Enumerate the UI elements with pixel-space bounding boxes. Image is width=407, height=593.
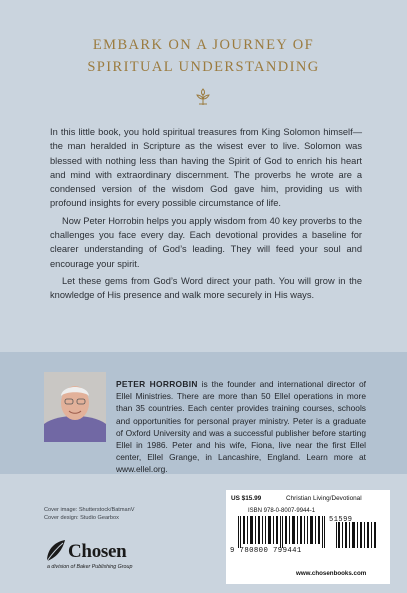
barcode-digits: 9 780800 799441 [230,547,302,555]
publisher-tagline: a division of Baker Publishing Group [47,564,133,570]
isbn: ISBN 978-0-8007-9944-1 [248,508,316,514]
description-paragraph-1: In this little book, you hold spiritual treasures from King Solomon himself—the man heralded in Scripture as the wisest ever to live. Solomon was blessed with nothing less than having the Spirit of God to enrich his heart and mind with extraordinary discernment. The proverbs he wrote are a condensed version of the wisdom God gave him, providing us with profound insights for every possible circumstance of life. [50,127,362,209]
headline-line-2: SPIRITUAL UNDERSTANDING [87,59,320,75]
author-name: PETER HORROBIN [116,379,198,389]
barcode-bars [236,516,386,548]
price: US $15.99 [231,495,262,502]
cover-design-credit: Cover design: Studio Gearbox [44,515,119,521]
description-paragraph-3: Let these gems from God’s Word direct your path. You will grow in the knowledge of His presence and walk more securely in His ways. [50,275,362,301]
author-photo [44,372,106,442]
cover-image-credit: Cover image: Shutterstock/BatmanV [44,507,135,513]
description [50,125,362,306]
publisher-name: Chosen [68,541,127,562]
headline-line-1: EMBARK ON A JOURNEY OF [92,37,315,53]
author-bio-text: is the founder and international director of Ellel Ministries. There are more than 50 Ellel operations in more than 35 countries. Each center provides training courses, schools and opportunities for personal prayer ministry. Peter is a graduate of Oxford University and was a successful publisher before starting Ellel in 1986. Peter and his wife, Fiona, live near the first Ellel center, Ellel Grange, in Lancashire, England. Learn more at www.ellel.org. [116,379,366,475]
category: Christian Living/Devotional [286,495,362,502]
publisher-logo [44,538,184,588]
sprout-ornament-icon [194,88,212,106]
barcode-addon-digits: 51599 [329,516,353,524]
cover-credits [44,506,134,522]
publisher-url: www.chosenbooks.com [296,570,367,577]
chosen-leaf-icon [44,538,68,564]
barcode-panel [226,490,390,584]
description-paragraph-2: Now Peter Horrobin helps you apply wisdom from 40 key proverbs to the challenges you face every day. Each devotional provides a baseline for clearer understanding of God’s leading. They will feed your soul and encourage your spirit. [50,215,362,269]
author-bio [116,378,366,476]
headline [0,34,407,78]
